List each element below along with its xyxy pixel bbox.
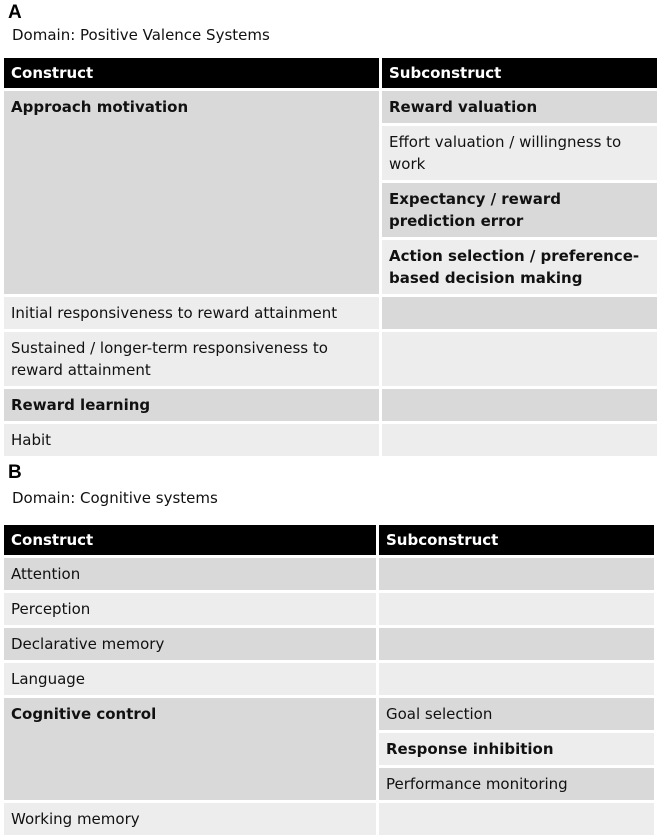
subconstruct-empty [379, 625, 654, 660]
construct-attention: Attention [4, 555, 379, 590]
subconstruct-empty [379, 590, 654, 625]
subconstruct-effort-valuation: Effort valuation / willingness to work [382, 123, 657, 180]
construct-reward-learning: Reward learning [4, 386, 382, 421]
header-construct: Construct [4, 525, 379, 555]
table-row [4, 590, 654, 625]
construct-approach-motivation: Approach motivation [4, 88, 382, 294]
panel-b-label: B [8, 462, 22, 483]
subconstruct-empty [382, 294, 657, 329]
table-row [4, 386, 657, 421]
subconstruct-reward-valuation: Reward valuation [382, 88, 657, 123]
construct-declarative-memory: Declarative memory [4, 625, 379, 660]
subconstruct-response-inhibition: Response inhibition [379, 730, 654, 765]
panel-b-table [4, 525, 654, 835]
subconstruct-empty [382, 386, 657, 421]
header-subconstruct: Subconstruct [379, 525, 654, 555]
subconstruct-performance-monitoring: Performance monitoring [379, 765, 654, 800]
table-row [4, 800, 654, 835]
construct-language: Language [4, 660, 379, 695]
panel-a-domain: Domain: Positive Valence Systems [12, 26, 270, 44]
header-subconstruct: Subconstruct [382, 58, 657, 88]
subconstruct-empty [382, 421, 657, 456]
panel-a-label: A [8, 2, 22, 23]
table-row [4, 294, 657, 329]
table-row [4, 421, 657, 456]
subconstruct-empty [379, 555, 654, 590]
table-row [4, 660, 654, 695]
subconstruct-action-selection: Action selection / preference-based decision making [382, 237, 657, 294]
table-row [4, 88, 657, 123]
subconstruct-empty [382, 329, 657, 386]
table-header-row [4, 58, 657, 88]
table-row [4, 625, 654, 660]
table-row [4, 555, 654, 590]
table-header-row [4, 525, 654, 555]
construct-perception: Perception [4, 590, 379, 625]
panel-b-domain: Domain: Cognitive systems [12, 489, 218, 507]
subconstruct-empty [379, 660, 654, 695]
subconstruct-expectancy: Expectancy / reward prediction error [382, 180, 657, 237]
header-construct: Construct [4, 58, 382, 88]
panel-a-table [4, 58, 657, 456]
table-row [4, 695, 654, 730]
subconstruct-empty [379, 800, 654, 835]
construct-working-memory: Working memory [4, 800, 379, 835]
subconstruct-goal-selection: Goal selection [379, 695, 654, 730]
construct-habit: Habit [4, 421, 382, 456]
table-row [4, 329, 657, 386]
construct-initial-responsiveness: Initial responsiveness to reward attainment [4, 294, 382, 329]
construct-cognitive-control: Cognitive control [4, 695, 379, 800]
construct-sustained-responsiveness: Sustained / longer-term responsiveness to reward attainment [4, 329, 382, 386]
